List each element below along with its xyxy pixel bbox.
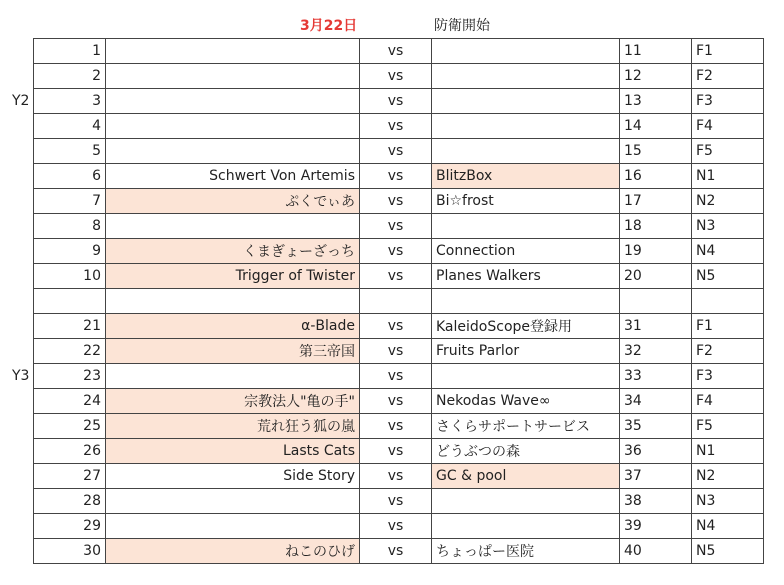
row-number: 8: [34, 214, 106, 239]
match-table: [33, 38, 764, 564]
opponent-number: 19: [620, 239, 692, 264]
empty-cell: [620, 289, 692, 314]
opponent-number: 32: [620, 339, 692, 364]
row-number: 25: [34, 414, 106, 439]
team-b-cell: [432, 64, 620, 89]
opponent-number: 36: [620, 439, 692, 464]
vs-cell: vs: [360, 514, 432, 539]
court-code: F2: [692, 339, 764, 364]
row-number: 29: [34, 514, 106, 539]
team-a-cell: [106, 114, 360, 139]
court-code: F5: [692, 139, 764, 164]
team-a-cell: ぷくでぃあ: [106, 189, 360, 214]
opponent-number: 38: [620, 489, 692, 514]
opponent-number: 17: [620, 189, 692, 214]
team-a-cell: 宗教法人"亀の手": [106, 389, 360, 414]
court-code: F5: [692, 414, 764, 439]
team-a-cell: [106, 89, 360, 114]
team-b-cell: BlitzBox: [432, 164, 620, 189]
table-row: [34, 264, 764, 289]
vs-cell: vs: [360, 39, 432, 64]
table-row: [34, 489, 764, 514]
table-row: [34, 514, 764, 539]
team-a-cell: Side Story: [106, 464, 360, 489]
table-row: [34, 139, 764, 164]
vs-cell: vs: [360, 64, 432, 89]
vs-cell: vs: [360, 164, 432, 189]
team-a-cell: Trigger of Twister: [106, 264, 360, 289]
row-number: 10: [34, 264, 106, 289]
court-code: N3: [692, 214, 764, 239]
vs-cell: vs: [360, 339, 432, 364]
group-label-y3: Y3: [12, 368, 30, 384]
table-row: [34, 64, 764, 89]
row-number: 6: [34, 164, 106, 189]
team-b-cell: Fruits Parlor: [432, 339, 620, 364]
team-b-cell: Bi☆frost: [432, 189, 620, 214]
team-a-cell: くまぎょーざっち: [106, 239, 360, 264]
table-row: [34, 114, 764, 139]
team-b-cell: Planes Walkers: [432, 264, 620, 289]
table-row: [34, 464, 764, 489]
court-code: F3: [692, 89, 764, 114]
team-b-cell: [432, 214, 620, 239]
opponent-number: 12: [620, 64, 692, 89]
team-b-cell: Nekodas Wave∞: [432, 389, 620, 414]
table-row: [34, 539, 764, 564]
empty-cell: [432, 289, 620, 314]
row-number: 27: [34, 464, 106, 489]
table-row: [34, 164, 764, 189]
table-row: [34, 239, 764, 264]
group-label-y2: Y2: [12, 93, 30, 109]
team-b-cell: KaleidoScope登録用: [432, 314, 620, 339]
row-number: 24: [34, 389, 106, 414]
team-b-cell: [432, 114, 620, 139]
row-number: 2: [34, 64, 106, 89]
team-b-cell: [432, 514, 620, 539]
header-title: 防衛開始: [434, 18, 490, 34]
team-a-cell: [106, 489, 360, 514]
court-code: F4: [692, 389, 764, 414]
opponent-number: 18: [620, 214, 692, 239]
empty-cell: [360, 289, 432, 314]
opponent-number: 16: [620, 164, 692, 189]
table-row: [34, 214, 764, 239]
team-b-cell: [432, 39, 620, 64]
team-a-cell: Schwert Von Artemis: [106, 164, 360, 189]
vs-cell: vs: [360, 139, 432, 164]
opponent-number: 35: [620, 414, 692, 439]
table-row: [34, 189, 764, 214]
empty-cell: [106, 289, 360, 314]
opponent-number: 13: [620, 89, 692, 114]
opponent-number: 14: [620, 114, 692, 139]
team-b-cell: さくらサポートサービス: [432, 414, 620, 439]
table-row: [34, 339, 764, 364]
vs-cell: vs: [360, 89, 432, 114]
court-code: F4: [692, 114, 764, 139]
opponent-number: 34: [620, 389, 692, 414]
row-number: 3: [34, 89, 106, 114]
opponent-number: 40: [620, 539, 692, 564]
vs-cell: vs: [360, 264, 432, 289]
court-code: N4: [692, 514, 764, 539]
table-row: [34, 439, 764, 464]
team-a-cell: 第三帝国: [106, 339, 360, 364]
team-a-cell: [106, 39, 360, 64]
row-number: 4: [34, 114, 106, 139]
vs-cell: vs: [360, 464, 432, 489]
table-row: [34, 414, 764, 439]
table-row: [34, 389, 764, 414]
opponent-number: 39: [620, 514, 692, 539]
row-number: 22: [34, 339, 106, 364]
row-number: 1: [34, 39, 106, 64]
team-a-cell: [106, 64, 360, 89]
row-number: 28: [34, 489, 106, 514]
vs-cell: vs: [360, 489, 432, 514]
table-row: [34, 89, 764, 114]
court-code: N2: [692, 189, 764, 214]
team-b-cell: [432, 364, 620, 389]
empty-cell: [34, 289, 106, 314]
vs-cell: vs: [360, 189, 432, 214]
opponent-number: 15: [620, 139, 692, 164]
row-number: 5: [34, 139, 106, 164]
table-row: [34, 364, 764, 389]
court-code: F1: [692, 314, 764, 339]
team-a-cell: [106, 139, 360, 164]
vs-cell: vs: [360, 539, 432, 564]
team-b-cell: GC & pool: [432, 464, 620, 489]
court-code: N2: [692, 464, 764, 489]
opponent-number: 20: [620, 264, 692, 289]
vs-cell: vs: [360, 364, 432, 389]
opponent-number: 33: [620, 364, 692, 389]
team-a-cell: [106, 214, 360, 239]
team-b-cell: [432, 89, 620, 114]
vs-cell: vs: [360, 214, 432, 239]
vs-cell: vs: [360, 239, 432, 264]
court-code: F3: [692, 364, 764, 389]
table-row: [34, 39, 764, 64]
team-b-cell: [432, 489, 620, 514]
vs-cell: vs: [360, 439, 432, 464]
vs-cell: vs: [360, 314, 432, 339]
empty-cell: [692, 289, 764, 314]
table-row: [34, 314, 764, 339]
team-a-cell: [106, 514, 360, 539]
vs-cell: vs: [360, 414, 432, 439]
vs-cell: vs: [360, 389, 432, 414]
team-a-cell: ねこのひげ: [106, 539, 360, 564]
court-code: N3: [692, 489, 764, 514]
court-code: N4: [692, 239, 764, 264]
row-number: 21: [34, 314, 106, 339]
row-number: 9: [34, 239, 106, 264]
team-a-cell: 荒れ狂う狐の嵐: [106, 414, 360, 439]
row-number: 30: [34, 539, 106, 564]
header-date: 3月22日: [300, 18, 358, 34]
team-b-cell: どうぶつの森: [432, 439, 620, 464]
court-code: F1: [692, 39, 764, 64]
team-b-cell: ちょっぱー医院: [432, 539, 620, 564]
row-number: 23: [34, 364, 106, 389]
team-a-cell: α-Blade: [106, 314, 360, 339]
opponent-number: 31: [620, 314, 692, 339]
court-code: N1: [692, 164, 764, 189]
team-a-cell: [106, 364, 360, 389]
court-code: F2: [692, 64, 764, 89]
court-code: N5: [692, 539, 764, 564]
group-separator-row: [34, 289, 764, 314]
opponent-number: 37: [620, 464, 692, 489]
opponent-number: 11: [620, 39, 692, 64]
court-code: N1: [692, 439, 764, 464]
court-code: N5: [692, 264, 764, 289]
row-number: 26: [34, 439, 106, 464]
row-number: 7: [34, 189, 106, 214]
team-a-cell: Lasts Cats: [106, 439, 360, 464]
vs-cell: vs: [360, 114, 432, 139]
team-b-cell: Connection: [432, 239, 620, 264]
team-b-cell: [432, 139, 620, 164]
